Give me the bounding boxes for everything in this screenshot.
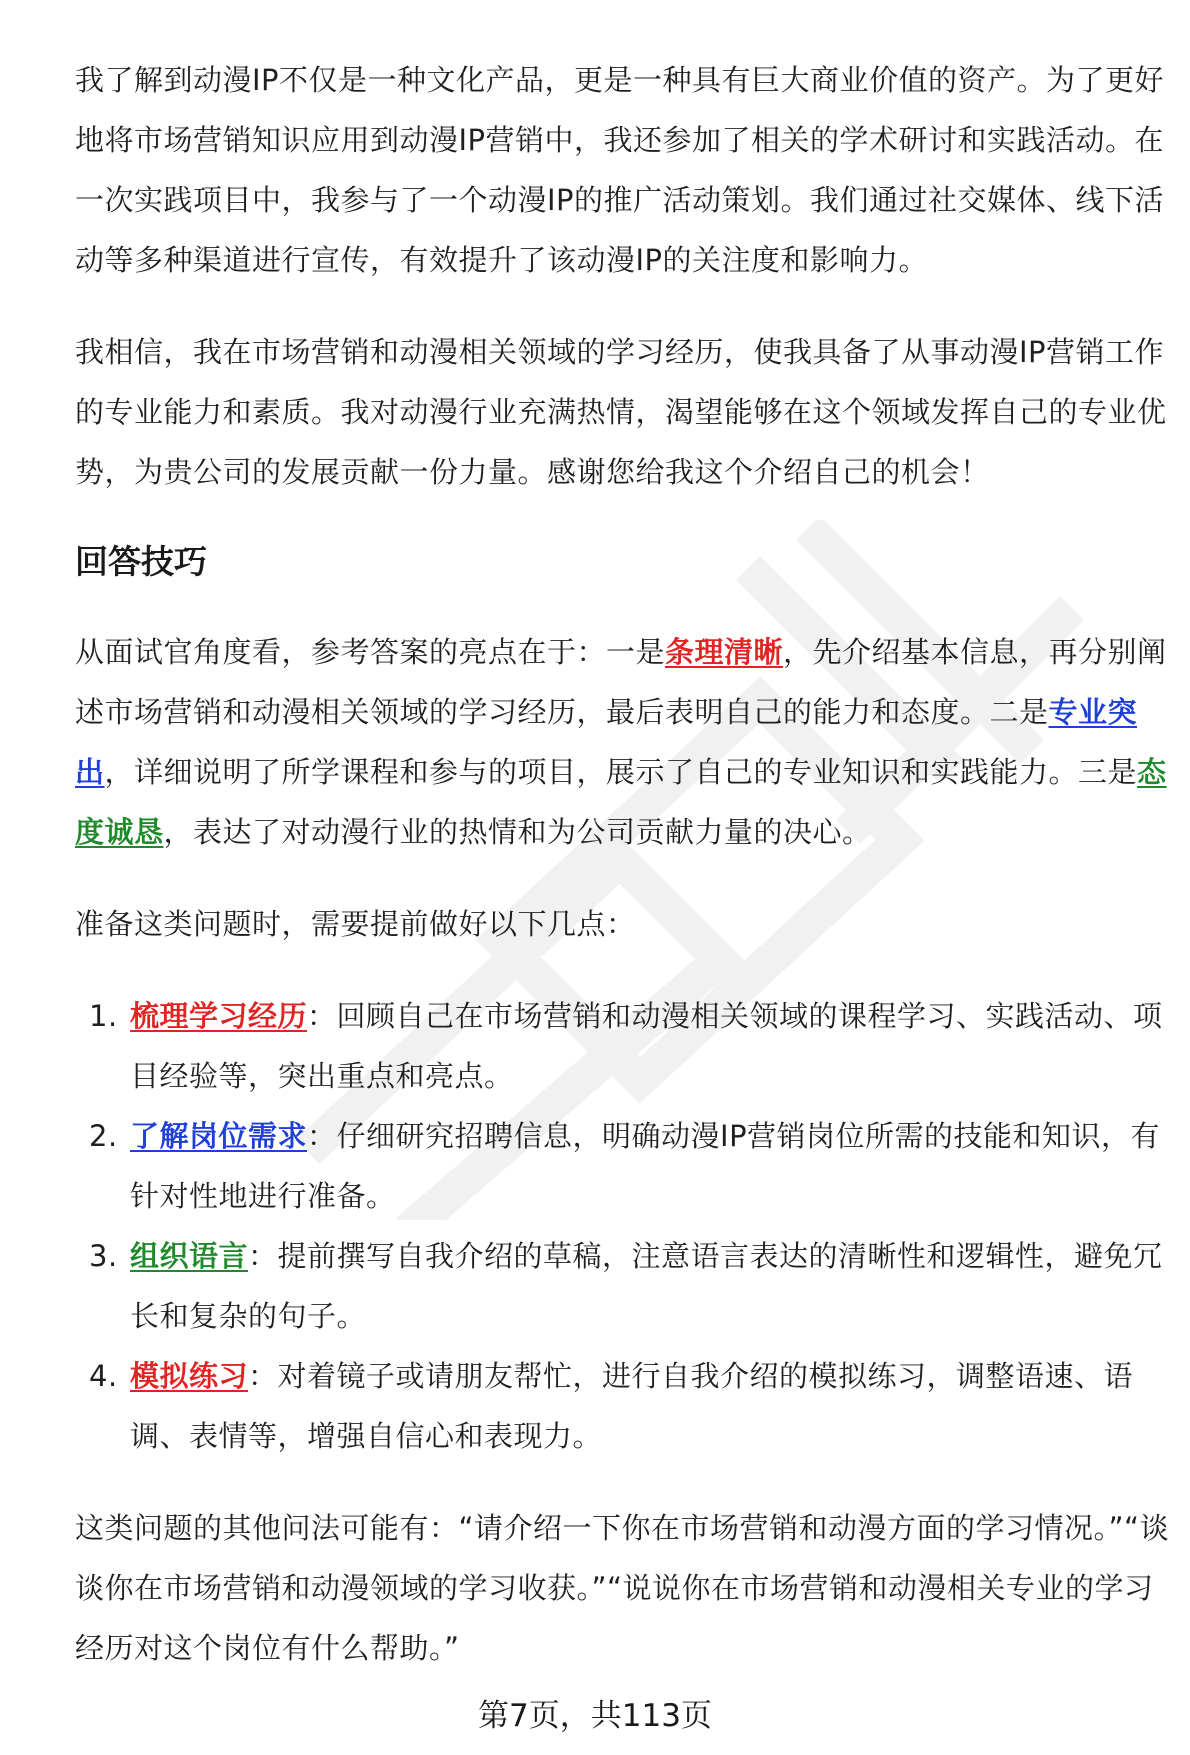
body-paragraph-1: 我了解到动漫IP不仅是一种文化产品，更是一种具有巨大商业价值的资产。为了更好地将市场营销知识应用到动漫IP营销中，我还参加了相关的学术研讨和实践活动。在一次实践项目中，我参与了一个动漫IP的推广活动策划。我们通过社交媒体、线下活动等多种渠道进行宣传，有效提升了该动漫IP的关注度和影响力。	[75, 63, 1165, 277]
list-item	[75, 1346, 1175, 1466]
list-number: 3.	[89, 1239, 118, 1273]
analysis-text-1: 从面试官角度看，参考答案的亮点在于：一是	[75, 635, 666, 669]
list-item	[75, 986, 1175, 1106]
analysis-paragraph	[75, 622, 1175, 862]
tip-title: 了解岗位需求	[130, 1119, 308, 1153]
body-paragraph-2: 我相信，我在市场营销和动漫相关领域的学习经历，使我具备了从事动漫IP营销工作的专业能力和素质。我对动漫行业充满热情，渴望能够在这个领域发挥自己的专业优势，为贵公司的发展贡献一份力量。感谢您给我这个介绍自己的机会！	[75, 335, 1167, 489]
document-body	[75, 50, 1175, 1678]
list-item	[75, 1106, 1175, 1226]
list-item	[75, 1226, 1175, 1346]
other-questions-paragraph: 这类问题的其他问法可能有：“请介绍一下你在市场营销和动漫方面的学习情况。”“谈谈你在市场营销和动漫领域的学习收获。”“说说你在市场营销和动漫相关专业的学习经历对这个岗位有什么帮助。”	[75, 1511, 1170, 1665]
tip-text: ：提前撰写自我介绍的草稿，注意语言表达的清晰性和逻辑性，避免冗长和复杂的句子。	[130, 1239, 1163, 1333]
highlight-professional: 专业突出	[75, 695, 1138, 789]
list-number: 2.	[89, 1119, 118, 1153]
tip-title: 组织语言	[130, 1239, 249, 1273]
tips-list	[75, 986, 1175, 1466]
analysis-text-4: ，表达了对动漫行业的热情和为公司贡献力量的决心。	[163, 815, 872, 849]
tip-text: ：回顾自己在市场营销和动漫相关领域的课程学习、实践活动、项目经验等，突出重点和亮点。	[130, 999, 1163, 1093]
tip-text: ：对着镜子或请朋友帮忙，进行自我介绍的模拟练习，调整语速、语调、表情等，增强自信心和表现力。	[130, 1359, 1134, 1453]
list-number: 1.	[89, 999, 118, 1033]
highlight-sincere-attitude: 态度诚恳	[75, 755, 1167, 849]
highlight-clear-structure: 条理清晰	[665, 635, 784, 669]
tip-text: ：仔细研究招聘信息，明确动漫IP营销岗位所需的技能和知识，有针对性地进行准备。	[130, 1119, 1161, 1213]
analysis-text-3: ，详细说明了所学课程和参与的项目，展示了自己的专业知识和实践能力。三是	[104, 755, 1138, 789]
analysis-text-2: ，先介绍基本信息，再分别阐述市场营销和动漫相关领域的学习经历，最后表明自己的能力和态度。二是	[75, 635, 1167, 729]
section-heading: 回答技巧	[75, 542, 207, 581]
prep-intro: 准备这类问题时，需要提前做好以下几点：	[75, 907, 636, 941]
page-number: 第7页，共113页	[478, 1698, 712, 1734]
tip-title: 模拟练习	[130, 1359, 249, 1393]
list-number: 4.	[89, 1359, 118, 1393]
tip-title: 梳理学习经历	[130, 999, 308, 1033]
